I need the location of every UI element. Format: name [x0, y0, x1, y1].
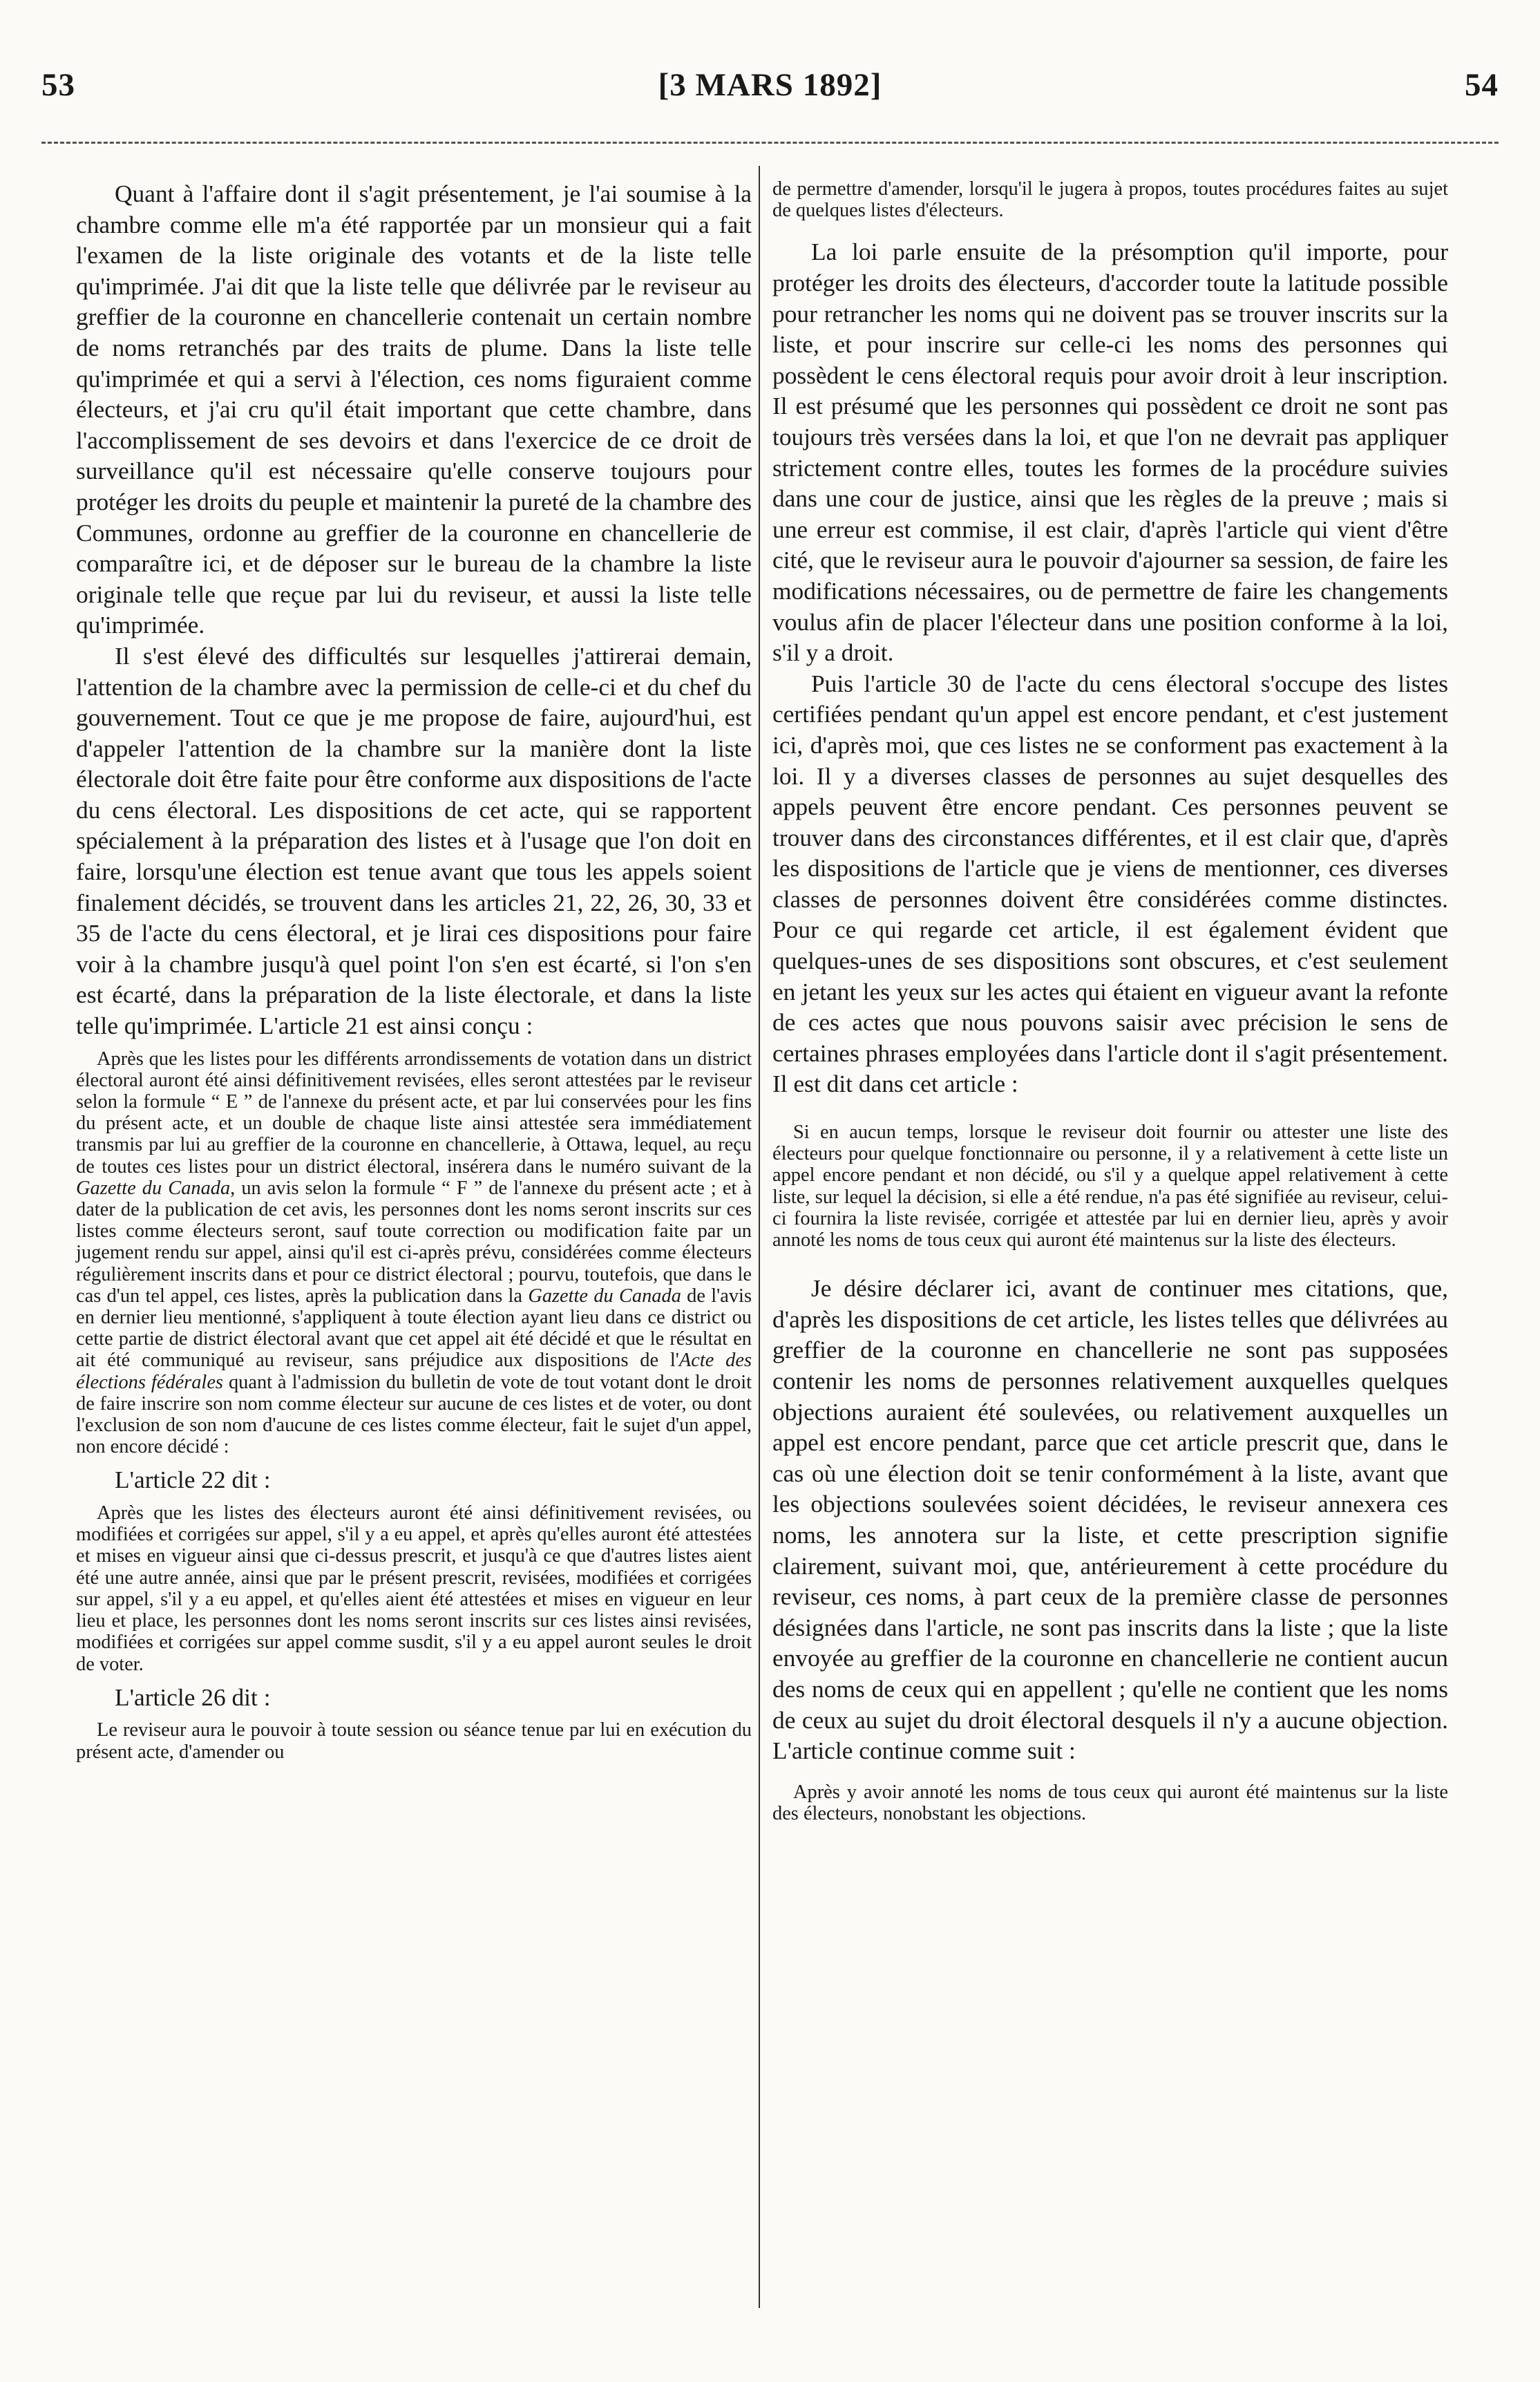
page-header — [41, 66, 1499, 108]
article-22-heading: L'article 22 dit : — [115, 1466, 271, 1494]
paragraph: Quant à l'affaire dont il s'agit présentement, je l'ai soumise à la chambre comme elle m'a été rapportée par un monsieur qui a fait l'examen de la liste originale des votants et de la liste telle qu'imprimée. J'ai dit que la liste telle que délivrée par le reviseur au greffier de la couronne en chancellerie contenait un certain nombre de noms retranchés par des traits de plume. Dans la liste telle qu'imprimée et qui a servi à l'élection, ces noms figuraient comme électeurs, et j'ai cru qu'il était important que cette chambre, dans l'accomplissement de ses devoirs et dans l'exercice de ce droit de surveillance qu'il est nécessaire qu'elle conserve toujours pour protéger les droits du peuple et maintenir la pureté de la chambre des Communes, ordonne au greffier de la couronne en chancellerie de comparaître ici, et de déposer sur le bureau de la chambre la liste originale telle que reçue par lui du reviseur, et aussi la liste telle qu'imprimée. — [76, 180, 752, 639]
header-rule — [41, 142, 1499, 144]
quoted-article-26-end: de permettre d'amender, lorsqu'il le jugera à propos, toutes procédures faites au sujet de quelques listes d'électeurs. — [772, 178, 1448, 222]
article-26-heading: L'article 26 dit : — [115, 1683, 271, 1711]
column-divider — [759, 166, 760, 2308]
quoted-article-26-start: Le reviseur aura le pouvoir à toute session ou séance tenue par lui en exécution du présent acte, d'amender ou — [76, 1719, 752, 1763]
quoted-article-21 — [76, 1048, 752, 1458]
quote-text: quant à l'admission du bulletin de vote de tout votant dont le droit de faire inscrire son nom comme électeur sur aucune de ces listes et de voter, ou dont l'exclusion de son nom d'aucune de ces listes comme électeur, fait le sujet d'un appel, non encore décidé : — [76, 1371, 752, 1458]
gazette-title: Gazette du Canada — [76, 1177, 231, 1199]
quote-text: de l'avis en dernier lieu mentionné, s'appliquent à toute élection ayant lieu dans ce district ou cette partie de district électoral avant que cet appel ait été décidé et que le résultat en ait été communiqué au reviseur, sans préjudice aux dispositions de l' — [76, 1285, 752, 1372]
page-number-right: 54 — [1465, 67, 1499, 103]
header-date: [3 MARS 1892] — [658, 67, 882, 103]
quote-text: , un avis selon la formule “ F ” de l'annexe du présent acte ; et à dater de la publication de cet avis, les personnes dont les noms seront inscrits sur ces listes comme électeurs seront, sauf toute correction ou modification faite par un jugement rendu sur appel, ainsi qu'il est ci-après prévu, considérées comme électeurs régulièrement inscrits dans et pour ce district électoral ; pourvu, toutefois, que dans le cas d'un tel appel, ces listes, après la publication dans la — [76, 1177, 752, 1307]
paragraph: Il s'est élevé des difficultés sur lesquelles j'attirerai demain, l'attention de la chambre avec la permission de celle-ci et du chef du gouvernement. Tout ce que je me propose de faire, aujourd'hui, est d'appeler l'attention de la chambre sur la manière dont la liste électorale doit être faite pour être conforme aux dispositions de l'acte du cens électoral. Les dispositions de cet acte, qui se rapportent spécialement à la préparation des listes et à l'usage que l'on doit en faire, lorsqu'une élection est tenue avant que tous les appels soient finalement décidés, se trouvent dans les articles 21, 22, 26, 30, 33 et 35 de l'acte du cens électoral, et je lirai ces dispositions pour faire voir à la chambre jusqu'à quel point l'on s'en est écarté, si l'on s'en est écarté, dans la préparation de la liste électorale, et dans la liste telle qu'imprimée. L'article 21 est ainsi conçu : — [76, 641, 752, 1040]
quoted-article-30: Si en aucun temps, lorsque le reviseur doit fournir ou attester une liste des électeurs pour quelque fonctionnaire ou personne, il y a relativement à cette liste un appel encore pendant et non décidé, ou s'il y a quelque appel relativement à cette liste, sur lequel la décision, si elle a été rendue, n'a pas été signifiée au reviseur, celui-ci fournira la liste revisée, corrigée et attestée par lui en dernier lieu, après y avoir annoté les noms de tous ceux qui auront été maintenus sur la liste des électeurs. — [772, 1122, 1448, 1251]
quote-text: Après que les listes pour les différents arrondissements de votation dans un district électoral auront été ainsi définitivement revisées, elles seront attestées par le reviseur selon la formule “ E ” de l'annexe du présent acte, et par lui conservées pour les fins du présent acte, et un double de chaque liste ainsi attestée sera immédiatement transmis par lui au greffier de la couronne en chancellerie, à Ottawa, lequel, au reçu de toutes ces listes pour un district électoral, insérera dans le numéro suivant de la — [76, 1048, 752, 1178]
gazette-title: Gazette du Canada — [528, 1285, 681, 1307]
left-column — [76, 178, 752, 1763]
right-column — [772, 178, 1448, 1824]
quoted-article-22: Après que les listes des électeurs auront été ainsi définitivement revisées, ou modifiées et corrigées sur appel, s'il y a eu appel, et après qu'elles auront été attestées et mises en vigueur ainsi que ci-dessus prescrit, et jusqu'à ce que d'autres listes aient été une autre année, ainsi que par le présent prescrit, revisées, modifiées et corrigées sur appel, s'il y a eu appel, et qu'elles aient été attestées et mises en vigueur en leur lieu et place, les personnes dont les noms seront inscrits sur ces listes ainsi revisées, modifiées et corrigées sur appel comme susdit, s'il y a eu appel auront seules le droit de voter. — [76, 1502, 752, 1675]
page-number-left: 53 — [41, 67, 75, 103]
paragraph: La loi parle ensuite de la présomption qu'il importe, pour protéger les droits des électeurs, d'accorder toute la latitude possible pour retrancher les noms qui ne doivent pas se trouver inscrits sur la liste, et pour inscrire sur celle-ci les noms des personnes qui possèdent le cens électoral requis pour avoir droit à leur inscription. Il est présumé que les personnes qui possèdent ce droit ne sont pas toujours très versées dans la loi, et que l'on ne devrait pas appliquer strictement contre elles, toutes les formes de la procédure suivies dans une cour de justice, ainsi que les règles de la preuve ; mais si une erreur est commise, il est clair, d'après l'article qui vient d'être cité, que le reviseur aura le pouvoir d'ajourner sa session, de faire les modifications nécessaires, ou de permettre de faire les changements voulus afin de placer l'électeur dans une position conforme à la loi, s'il y a droit. — [772, 238, 1448, 667]
quoted-article-30-cont: Après y avoir annoté les noms de tous ceux qui auront été maintenus sur la liste des électeurs, nonobstant les objections. — [772, 1781, 1448, 1824]
paragraph: Puis l'article 30 de l'acte du cens électoral s'occupe des listes certifiées pendant qu'un appel est encore pendant, et c'est justement ici, d'après moi, que ces listes ne se conforment pas exactement à la loi. Il y a diverses classes de personnes au sujet desquelles des appels peuvent être encore pendant. Ces personnes peuvent se trouver dans des circonstances différentes, et il est clair que, d'après les dispositions de l'article que je viens de mentionner, ces diverses classes de personnes doivent être considérées comme distinctes. Pour ce qui regarde cet article, il est également évident que quelques-unes de ses dispositions sont obscures, et c'est seulement en jetant les yeux sur les actes qui étaient en vigueur avant la refonte de ces actes que nous pouvons saisir avec précision le sens de certaines phrases employées dans l'article dont il s'agit présentement. Il est dit dans cet article : — [772, 669, 1448, 1098]
act-title: Acte des élections fédérales — [76, 1350, 752, 1393]
paragraph: Je désire déclarer ici, avant de continuer mes citations, que, d'après les dispositions de cet article, les listes telles que délivrées au greffier de la couronne en chancellerie ne sont pas supposées contenir les noms de personnes relativement auxquelles quelques objections auraient été soulevées, ou relativement auxquelles un appel est encore pendant, parce que cet article prescrit que, dans le cas où une élection doit se tenir conformément à la liste, avant que les objections soulevées soient décidées, le reviseur annexera ces noms, les annotera sur la liste, et cette prescription signifie clairement, suivant moi, que, antérieurement à cette procédure du reviseur, ces noms, à part ceux de la première classe de personnes désignées dans l'article, ne sont pas inscrits dans la liste ; que la liste envoyée au greffier de la couronne en chancellerie ne contient aucun des noms de ceux qui en appellent ; qu'elle ne contient que les noms de ceux au sujet du droit électoral desquels il n'y a aucune objection. L'article continue comme suit : — [772, 1274, 1448, 1765]
